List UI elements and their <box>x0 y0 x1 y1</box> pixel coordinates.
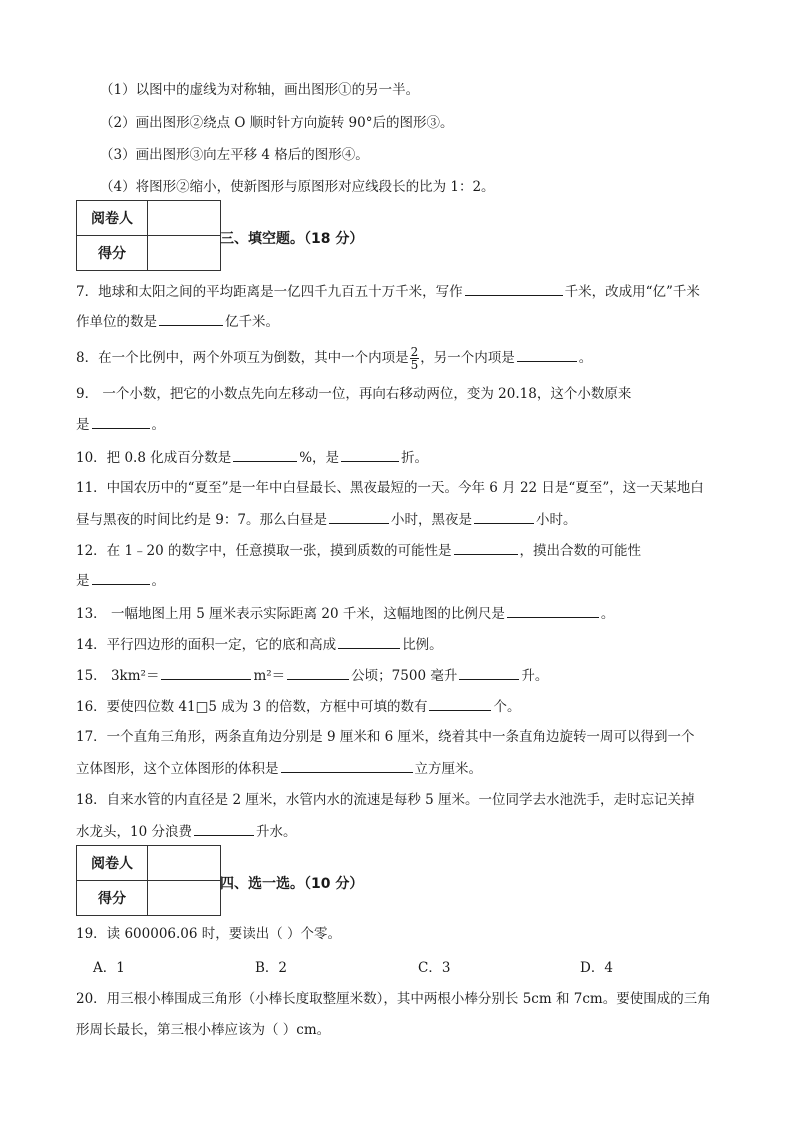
question-20-cont: 形周长最长，第三根小棒应该为（ ）cm。 <box>76 1022 331 1038</box>
answer-blank[interactable] <box>233 447 297 462</box>
question-8: 8．在一个比例中，两个外项互为倒数，其中一个内项是 $\frac{2}{5}$ ，另一个内项是 。 <box>76 345 593 372</box>
question-17: 17．一个直角三角形，两条直角边分别是 9 厘米和 6 厘米，绕着其中一条直角边旋转一周可以得到一个 <box>76 729 695 745</box>
sub-item-1: （1）以图中的虚线为对称轴，画出图形①的另一半。 <box>100 82 420 98</box>
section-title-choice: 四、选一选。（10 分） <box>220 876 364 892</box>
sub-item-2: （2）画出图形②绕点 O 顺时针方向旋转 90°后的图形③。 <box>100 115 454 131</box>
answer-blank[interactable] <box>194 821 254 836</box>
answer-blank[interactable] <box>517 347 577 362</box>
answer-blank[interactable] <box>329 509 389 524</box>
option-d[interactable]: D．4 <box>580 960 613 976</box>
question-14: 14．平行四边形的面积一定，它的底和高成 比例。 <box>76 634 443 655</box>
section-title-fill-blank: 三、填空题。（18 分） <box>220 231 364 247</box>
answer-blank[interactable] <box>465 281 563 296</box>
question-9-cont: 是 。 <box>76 414 165 435</box>
question-12: 12．在 1﹣20 的数字中，任意摸取一张，摸到质数的可能性是 ，摸出合数的可能性 <box>76 540 641 561</box>
question-20: 20．用三根小棒围成三角形（小棒长度取整厘米数），其中两根小棒分别长 5cm 和 7cm。要使围成的三角 <box>76 991 711 1007</box>
score-box <box>76 200 221 271</box>
sub-item-4: （4）将图形②缩小，使新图形与原图形对应线段长的比为 1：2。 <box>100 179 495 195</box>
option-c[interactable]: C．3 <box>418 960 451 976</box>
answer-blank[interactable] <box>281 758 413 773</box>
reviewer-cell[interactable] <box>148 846 221 881</box>
score-box <box>76 845 221 916</box>
option-b[interactable]: B．2 <box>255 960 288 976</box>
answer-blank[interactable] <box>287 665 349 680</box>
question-13: 13． 一幅地图上用 5 厘米表示实际距离 20 千米，这幅地图的比例尺是 。 <box>76 603 614 624</box>
answer-blank[interactable] <box>92 570 150 585</box>
score-label: 得分 <box>77 236 148 271</box>
answer-blank[interactable] <box>341 447 399 462</box>
fraction: $\frac{2}{5}$ <box>410 345 419 372</box>
question-9: 9． 一个小数，把它的小数点先向左移动一位，再向右移动两位，变为 20.18，这个小数原来 <box>76 386 632 402</box>
question-7-cont: 作单位的数是 亿千米。 <box>76 311 279 332</box>
answer-blank[interactable] <box>161 665 251 680</box>
answer-blank[interactable] <box>338 634 400 649</box>
score-cell[interactable] <box>148 881 221 916</box>
question-18-cont: 水龙头，10 分浪费 升水。 <box>76 821 296 842</box>
question-12-cont: 是 。 <box>76 570 165 591</box>
score-cell[interactable] <box>148 236 221 271</box>
sub-item-3: （3）画出图形③向左平移 4 格后的图形④。 <box>100 147 369 163</box>
answer-blank[interactable] <box>159 311 223 326</box>
reviewer-cell[interactable] <box>148 201 221 236</box>
question-10: 10．把 0.8 化成百分数是 %，是 折。 <box>76 447 428 468</box>
answer-blank[interactable] <box>507 603 599 618</box>
answer-blank[interactable] <box>459 665 519 680</box>
question-19: 19．读 600006.06 时，要读出（ ）个零。 <box>76 926 342 942</box>
question-11: 11．中国农历中的“夏至”是一年中白昼最长、黑夜最短的一天。今年 6 月 22 日是“夏至”，这一天某地白 <box>76 480 704 496</box>
question-11-cont: 昼与黑夜的时间比约是 9：7。那么白昼是 小时，黑夜是 小时。 <box>76 509 576 530</box>
question-15: 15． 3km²＝ m²＝ 公顷；7500 毫升 升。 <box>76 665 548 686</box>
answer-blank[interactable] <box>429 696 491 711</box>
question-7: 7．地球和太阳之间的平均距离是一亿四千九百五十万千米，写作 千米，改成用“亿”千米 <box>76 281 700 302</box>
question-16: 16．要使四位数 41□5 成为 3 的倍数，方框中可填的数有 个。 <box>76 696 520 717</box>
score-label: 得分 <box>77 881 148 916</box>
answer-blank[interactable] <box>92 414 150 429</box>
question-17-cont: 立体图形，这个立体图形的体积是 立方厘米。 <box>76 758 482 779</box>
answer-blank[interactable] <box>454 540 518 555</box>
reviewer-label: 阅卷人 <box>77 846 148 881</box>
question-18: 18．自来水管的内直径是 2 厘米，水管内水的流速是每秒 5 厘米。一位同学去水池洗手，走时忘记关掉 <box>76 792 695 808</box>
reviewer-label: 阅卷人 <box>77 201 148 236</box>
option-a[interactable]: A．1 <box>93 960 125 976</box>
answer-blank[interactable] <box>474 509 534 524</box>
